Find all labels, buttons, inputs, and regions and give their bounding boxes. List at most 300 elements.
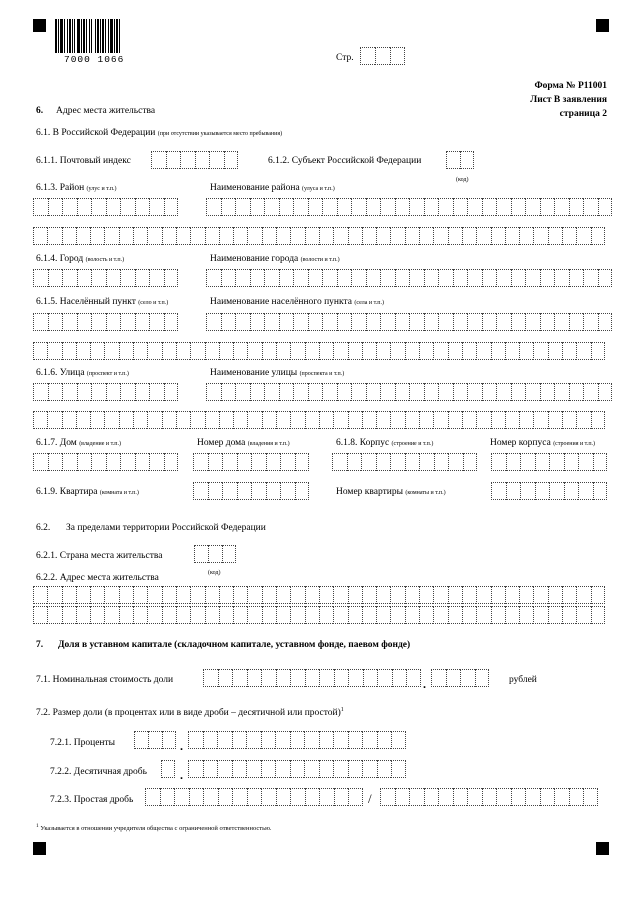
entry-cell[interactable]	[218, 669, 233, 687]
entry-cell[interactable]	[462, 411, 476, 429]
entry-cell[interactable]	[533, 227, 547, 245]
entry-cell[interactable]	[47, 606, 61, 624]
entry-cell[interactable]	[48, 269, 63, 287]
entry-cell[interactable]	[219, 227, 233, 245]
entry-cell[interactable]	[520, 482, 535, 500]
entry-cell[interactable]	[33, 198, 48, 216]
entry-cell[interactable]	[276, 586, 290, 604]
entry-cell[interactable]	[333, 760, 348, 778]
entry-cell[interactable]	[433, 227, 447, 245]
entry-cell[interactable]	[548, 586, 562, 604]
entry-cell[interactable]	[520, 453, 535, 471]
entry-cell[interactable]	[147, 227, 161, 245]
entry-cell[interactable]	[562, 586, 576, 604]
entry-cell[interactable]	[482, 788, 497, 806]
entry-cell[interactable]	[221, 269, 236, 287]
entry-cell[interactable]	[348, 342, 362, 360]
entry-cell[interactable]	[405, 342, 419, 360]
entry-cell[interactable]	[505, 411, 519, 429]
entry-cell[interactable]	[76, 227, 90, 245]
entry-cell[interactable]	[106, 313, 121, 331]
entry-cell[interactable]	[48, 383, 63, 401]
entry-cell[interactable]	[409, 383, 424, 401]
entry-cell[interactable]	[348, 669, 363, 687]
entry-cell[interactable]	[362, 586, 376, 604]
entry-cell[interactable]	[348, 760, 363, 778]
entry-cell[interactable]	[535, 482, 550, 500]
entry-cell[interactable]	[222, 453, 237, 471]
entry-cell[interactable]	[119, 411, 133, 429]
entry-cell[interactable]	[453, 269, 468, 287]
entry-cell[interactable]	[77, 453, 92, 471]
entry-cell[interactable]	[322, 383, 337, 401]
entry-cell[interactable]	[176, 411, 190, 429]
entry-cell[interactable]	[194, 545, 208, 563]
entry-cell[interactable]	[549, 453, 564, 471]
entry-cell[interactable]	[120, 198, 135, 216]
entry-cell[interactable]	[219, 342, 233, 360]
entry-cell[interactable]	[206, 313, 221, 331]
entry-cell[interactable]	[511, 313, 526, 331]
entry-cell[interactable]	[347, 453, 362, 471]
entry-cell[interactable]	[598, 383, 613, 401]
entry-cell[interactable]	[438, 269, 453, 287]
entry-cell[interactable]	[491, 482, 506, 500]
entry-cell[interactable]	[90, 227, 104, 245]
entry-cell[interactable]	[147, 586, 161, 604]
entry-cell[interactable]	[48, 453, 63, 471]
entry-cell[interactable]	[104, 227, 118, 245]
entry-cell[interactable]	[250, 313, 265, 331]
entry-cell[interactable]	[380, 313, 395, 331]
entry-cell[interactable]	[176, 342, 190, 360]
entry-cell[interactable]	[405, 606, 419, 624]
entry-cell[interactable]	[390, 606, 404, 624]
entry-cell[interactable]	[232, 760, 247, 778]
entry-cell[interactable]	[304, 731, 319, 749]
entry-cell[interactable]	[247, 342, 261, 360]
entry-cell[interactable]	[190, 411, 204, 429]
entry-cell[interactable]	[162, 731, 176, 749]
entry-cell[interactable]	[305, 669, 320, 687]
entry-cell[interactable]	[337, 269, 352, 287]
entry-cell[interactable]	[476, 342, 490, 360]
entry-cell[interactable]	[33, 313, 48, 331]
entry-cell[interactable]	[280, 453, 295, 471]
entry-cell[interactable]	[305, 411, 319, 429]
percent-integer-cells[interactable]	[134, 731, 176, 749]
entry-cell[interactable]	[290, 227, 304, 245]
entry-cell[interactable]	[496, 313, 511, 331]
entry-cell[interactable]	[264, 383, 279, 401]
entry-cell[interactable]	[176, 586, 190, 604]
entry-cell[interactable]	[275, 731, 290, 749]
entry-cell[interactable]	[147, 606, 161, 624]
entry-cell[interactable]	[576, 411, 590, 429]
entry-cell[interactable]	[319, 586, 333, 604]
entry-cell[interactable]	[598, 269, 613, 287]
entry-cell[interactable]	[554, 269, 569, 287]
entry-cell[interactable]	[540, 383, 555, 401]
entry-cell[interactable]	[598, 313, 613, 331]
entry-cell[interactable]	[467, 383, 482, 401]
entry-cell[interactable]	[548, 227, 562, 245]
entry-cell[interactable]	[406, 669, 421, 687]
entry-cell[interactable]	[247, 606, 261, 624]
entry-cell[interactable]	[176, 227, 190, 245]
entry-cell[interactable]	[334, 669, 349, 687]
entry-cell[interactable]	[491, 586, 505, 604]
entry-cell[interactable]	[305, 586, 319, 604]
entry-cell[interactable]	[554, 788, 569, 806]
entry-cell[interactable]	[205, 411, 219, 429]
entry-cell[interactable]	[266, 482, 281, 500]
entry-cell[interactable]	[576, 606, 590, 624]
entry-cell[interactable]	[262, 606, 276, 624]
entry-cell[interactable]	[219, 411, 233, 429]
entry-cell[interactable]	[120, 453, 135, 471]
building-type-cells[interactable]	[332, 453, 477, 471]
entry-cell[interactable]	[424, 313, 439, 331]
entry-cell[interactable]	[433, 411, 447, 429]
entry-cell[interactable]	[133, 586, 147, 604]
entry-cell[interactable]	[62, 269, 77, 287]
entry-cell[interactable]	[247, 669, 262, 687]
entry-cell[interactable]	[133, 606, 147, 624]
entry-cell[interactable]	[598, 198, 613, 216]
entry-cell[interactable]	[419, 586, 433, 604]
entry-cell[interactable]	[217, 731, 232, 749]
entry-cell[interactable]	[77, 383, 92, 401]
entry-cell[interactable]	[208, 482, 223, 500]
entry-cell[interactable]	[62, 586, 76, 604]
entry-cell[interactable]	[395, 788, 410, 806]
entry-cell[interactable]	[333, 342, 347, 360]
entry-cell[interactable]	[405, 453, 420, 471]
entry-cell[interactable]	[391, 760, 406, 778]
entry-cell[interactable]	[380, 788, 395, 806]
entry-cell[interactable]	[409, 788, 424, 806]
street-type-cells[interactable]	[33, 383, 178, 401]
entry-cell[interactable]	[135, 383, 150, 401]
entry-cell[interactable]	[333, 411, 347, 429]
entry-cell[interactable]	[361, 453, 376, 471]
entry-cell[interactable]	[562, 342, 576, 360]
entry-cell[interactable]	[562, 411, 576, 429]
entry-cell[interactable]	[377, 669, 392, 687]
entry-cell[interactable]	[448, 411, 462, 429]
entry-cell[interactable]	[475, 669, 490, 687]
entry-cell[interactable]	[293, 313, 308, 331]
building-number-cells[interactable]	[491, 453, 607, 471]
entry-cell[interactable]	[564, 453, 579, 471]
entry-cell[interactable]	[290, 669, 305, 687]
entry-cell[interactable]	[33, 383, 48, 401]
entry-cell[interactable]	[419, 453, 434, 471]
entry-cell[interactable]	[491, 606, 505, 624]
entry-cell[interactable]	[569, 788, 584, 806]
entry-cell[interactable]	[453, 198, 468, 216]
entry-cell[interactable]	[133, 227, 147, 245]
entry-cell[interactable]	[33, 453, 48, 471]
entry-cell[interactable]	[322, 313, 337, 331]
entry-cell[interactable]	[348, 227, 362, 245]
entry-cell[interactable]	[438, 383, 453, 401]
entry-cell[interactable]	[419, 411, 433, 429]
entry-cell[interactable]	[221, 383, 236, 401]
entry-cell[interactable]	[540, 269, 555, 287]
entry-cell[interactable]	[133, 342, 147, 360]
entry-cell[interactable]	[264, 269, 279, 287]
entry-cell[interactable]	[462, 342, 476, 360]
entry-cell[interactable]	[390, 453, 405, 471]
entry-cell[interactable]	[362, 342, 376, 360]
entry-cell[interactable]	[33, 227, 47, 245]
entry-cell[interactable]	[217, 760, 232, 778]
entry-cell[interactable]	[219, 586, 233, 604]
entry-cell[interactable]	[337, 313, 352, 331]
page-number-cells[interactable]	[360, 47, 405, 65]
entry-cell[interactable]	[433, 342, 447, 360]
entry-cell[interactable]	[290, 788, 305, 806]
entry-cell[interactable]	[235, 313, 250, 331]
entry-cell[interactable]	[446, 669, 461, 687]
entry-cell[interactable]	[593, 453, 608, 471]
entry-cell[interactable]	[467, 198, 482, 216]
entry-cell[interactable]	[91, 269, 106, 287]
entry-cell[interactable]	[380, 383, 395, 401]
foreign-address-cells-row1[interactable]	[33, 586, 605, 604]
entry-cell[interactable]	[460, 669, 475, 687]
entry-cell[interactable]	[554, 313, 569, 331]
entry-cell[interactable]	[203, 760, 218, 778]
entry-cell[interactable]	[434, 453, 449, 471]
district-name-cells-row2[interactable]	[33, 227, 605, 245]
entry-cell[interactable]	[203, 731, 218, 749]
entry-cell[interactable]	[104, 342, 118, 360]
entry-cell[interactable]	[135, 453, 150, 471]
entry-cell[interactable]	[348, 788, 363, 806]
entry-cell[interactable]	[583, 269, 598, 287]
entry-cell[interactable]	[569, 383, 584, 401]
entry-cell[interactable]	[431, 669, 446, 687]
entry-cell[interactable]	[247, 586, 261, 604]
entry-cell[interactable]	[261, 669, 276, 687]
city-name-cells[interactable]	[206, 269, 612, 287]
entry-cell[interactable]	[133, 411, 147, 429]
entry-cell[interactable]	[319, 731, 334, 749]
entry-cell[interactable]	[390, 227, 404, 245]
entry-cell[interactable]	[262, 411, 276, 429]
entry-cell[interactable]	[525, 788, 540, 806]
entry-cell[interactable]	[106, 198, 121, 216]
entry-cell[interactable]	[90, 411, 104, 429]
entry-cell[interactable]	[491, 411, 505, 429]
entry-cell[interactable]	[47, 586, 61, 604]
entry-cell[interactable]	[505, 342, 519, 360]
entry-cell[interactable]	[405, 586, 419, 604]
entry-cell[interactable]	[519, 342, 533, 360]
entry-cell[interactable]	[549, 482, 564, 500]
entry-cell[interactable]	[304, 760, 319, 778]
entry-cell[interactable]	[453, 788, 468, 806]
entry-cell[interactable]	[276, 342, 290, 360]
entry-cell[interactable]	[319, 411, 333, 429]
entry-cell[interactable]	[206, 269, 221, 287]
entry-cell[interactable]	[366, 383, 381, 401]
entry-cell[interactable]	[90, 606, 104, 624]
entry-cell[interactable]	[333, 586, 347, 604]
entry-cell[interactable]	[540, 198, 555, 216]
entry-cell[interactable]	[188, 760, 203, 778]
entry-cell[interactable]	[525, 313, 540, 331]
entry-cell[interactable]	[104, 606, 118, 624]
entry-cell[interactable]	[120, 313, 135, 331]
entry-cell[interactable]	[453, 313, 468, 331]
entry-cell[interactable]	[548, 342, 562, 360]
entry-cell[interactable]	[224, 151, 239, 169]
entry-cell[interactable]	[209, 151, 224, 169]
entry-cell[interactable]	[337, 198, 352, 216]
entry-cell[interactable]	[164, 198, 179, 216]
entry-cell[interactable]	[564, 482, 579, 500]
entry-cell[interactable]	[548, 606, 562, 624]
entry-cell[interactable]	[262, 342, 276, 360]
entry-cell[interactable]	[62, 313, 77, 331]
entry-cell[interactable]	[250, 383, 265, 401]
entry-cell[interactable]	[496, 198, 511, 216]
entry-cell[interactable]	[525, 198, 540, 216]
entry-cell[interactable]	[448, 586, 462, 604]
entry-cell[interactable]	[448, 227, 462, 245]
entry-cell[interactable]	[362, 606, 376, 624]
entry-cell[interactable]	[262, 586, 276, 604]
entry-cell[interactable]	[308, 313, 323, 331]
entry-cell[interactable]	[308, 269, 323, 287]
entry-cell[interactable]	[462, 586, 476, 604]
entry-cell[interactable]	[554, 383, 569, 401]
entry-cell[interactable]	[593, 482, 608, 500]
entry-cell[interactable]	[496, 383, 511, 401]
entry-cell[interactable]	[276, 227, 290, 245]
entry-cell[interactable]	[562, 227, 576, 245]
entry-cell[interactable]	[496, 788, 511, 806]
entry-cell[interactable]	[535, 453, 550, 471]
locality-name-cells-row1[interactable]	[206, 313, 612, 331]
entry-cell[interactable]	[433, 606, 447, 624]
house-number-cells[interactable]	[193, 453, 309, 471]
entry-cell[interactable]	[264, 198, 279, 216]
entry-cell[interactable]	[337, 383, 352, 401]
entry-cell[interactable]	[261, 731, 276, 749]
entry-cell[interactable]	[233, 227, 247, 245]
entry-cell[interactable]	[62, 453, 77, 471]
entry-cell[interactable]	[533, 606, 547, 624]
entry-cell[interactable]	[366, 198, 381, 216]
entry-cell[interactable]	[120, 269, 135, 287]
entry-cell[interactable]	[233, 342, 247, 360]
entry-cell[interactable]	[221, 313, 236, 331]
entry-cell[interactable]	[135, 198, 150, 216]
decimal-fraction-cells[interactable]	[188, 760, 406, 778]
entry-cell[interactable]	[279, 313, 294, 331]
entry-cell[interactable]	[405, 227, 419, 245]
entry-cell[interactable]	[305, 227, 319, 245]
entry-cell[interactable]	[377, 731, 392, 749]
entry-cell[interactable]	[496, 269, 511, 287]
entry-cell[interactable]	[205, 586, 219, 604]
entry-cell[interactable]	[62, 411, 76, 429]
entry-cell[interactable]	[446, 151, 460, 169]
entry-cell[interactable]	[91, 313, 106, 331]
entry-cell[interactable]	[151, 151, 166, 169]
entry-cell[interactable]	[251, 453, 266, 471]
entry-cell[interactable]	[390, 586, 404, 604]
entry-cell[interactable]	[424, 383, 439, 401]
entry-cell[interactable]	[235, 383, 250, 401]
entry-cell[interactable]	[569, 269, 584, 287]
entry-cell[interactable]	[203, 788, 218, 806]
entry-cell[interactable]	[276, 606, 290, 624]
entry-cell[interactable]	[76, 606, 90, 624]
entry-cell[interactable]	[562, 606, 576, 624]
entry-cell[interactable]	[293, 198, 308, 216]
entry-cell[interactable]	[376, 342, 390, 360]
entry-cell[interactable]	[48, 198, 63, 216]
entry-cell[interactable]	[222, 545, 236, 563]
entry-cell[interactable]	[237, 482, 252, 500]
entry-cell[interactable]	[319, 669, 334, 687]
entry-cell[interactable]	[348, 606, 362, 624]
entry-cell[interactable]	[576, 342, 590, 360]
district-name-cells-row1[interactable]	[206, 198, 612, 216]
entry-cell[interactable]	[362, 411, 376, 429]
entry-cell[interactable]	[578, 453, 593, 471]
entry-cell[interactable]	[363, 669, 378, 687]
entry-cell[interactable]	[576, 586, 590, 604]
entry-cell[interactable]	[119, 586, 133, 604]
entry-cell[interactable]	[540, 313, 555, 331]
entry-cell[interactable]	[276, 669, 291, 687]
entry-cell[interactable]	[548, 411, 562, 429]
entry-cell[interactable]	[247, 411, 261, 429]
entry-cell[interactable]	[491, 453, 506, 471]
entry-cell[interactable]	[77, 198, 92, 216]
entry-cell[interactable]	[362, 227, 376, 245]
entry-cell[interactable]	[351, 198, 366, 216]
entry-cell[interactable]	[206, 198, 221, 216]
postal-index-cells[interactable]	[151, 151, 238, 169]
entry-cell[interactable]	[360, 47, 375, 65]
entry-cell[interactable]	[47, 342, 61, 360]
entry-cell[interactable]	[162, 411, 176, 429]
entry-cell[interactable]	[250, 269, 265, 287]
entry-cell[interactable]	[180, 151, 195, 169]
entry-cell[interactable]	[276, 788, 291, 806]
entry-cell[interactable]	[409, 269, 424, 287]
entry-cell[interactable]	[149, 313, 164, 331]
entry-cell[interactable]	[583, 313, 598, 331]
entry-cell[interactable]	[376, 411, 390, 429]
entry-cell[interactable]	[462, 606, 476, 624]
entry-cell[interactable]	[189, 788, 204, 806]
entry-cell[interactable]	[366, 313, 381, 331]
entry-cell[interactable]	[232, 731, 247, 749]
entry-cell[interactable]	[164, 383, 179, 401]
entry-cell[interactable]	[351, 313, 366, 331]
entry-cell[interactable]	[219, 606, 233, 624]
entry-cell[interactable]	[351, 383, 366, 401]
